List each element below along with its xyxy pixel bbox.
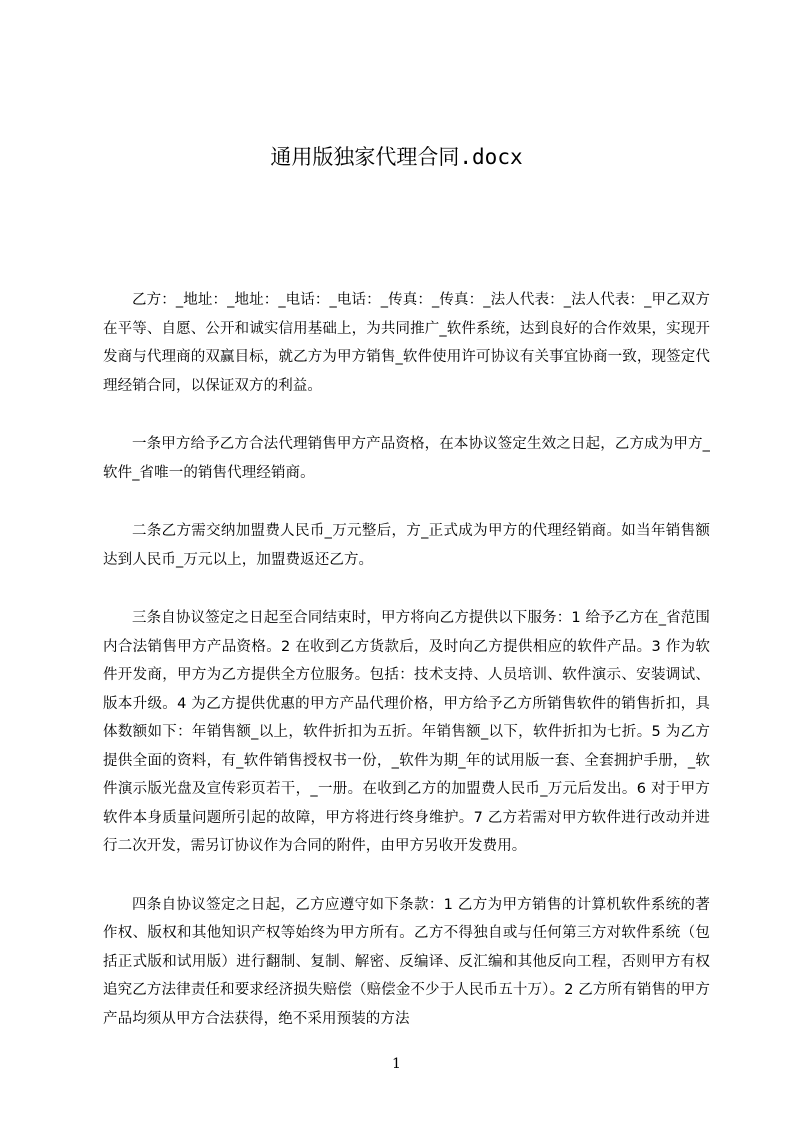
document-title: 通用版独家代理合同.docx bbox=[270, 145, 523, 169]
paragraph-article-3: 三条自协议签定之日起至合同结束时，甲方将向乙方提供以下服务：1 给予乙方在_省范围内合法销售甲方产品资格。2 在收到乙方货款后，及时向乙方提供相应的软件产品。3 作为软件开发商，甲方为乙方提供全方位服务。包括：技术支持、人员培训、软件演示、安装调试、版本升级。4 为乙方提供优惠的甲方产品代理价格，甲方给予乙方所销售软件的销售折扣，具体数额如下：年销售额_以上，软件折扣为五折。年销售额_以下，软件折扣为七折。5 为乙方提供全面的资料，有_软件销售授权书一份，_软件为期_年的试用版一套、全套拥护手册，_软件演示版光盘及宣传彩页若干，_一册。在收到乙方的加盟费人民币_万元后发出。6 对于甲方软件本身质量问题所引起的故障，甲方将进行终身维护。7 乙方若需对甲方软件进行改动并进行二次开发，需另订协议作为合同的附件，由甲方另收开发费用。 bbox=[103, 610, 710, 854]
page-number: 1 bbox=[392, 1056, 401, 1072]
paragraph-article-2: 二条乙方需交纳加盟费人民币_万元整后，方_正式成为甲方的代理经销商。如当年销售额达到人民币_万元以上，加盟费返还乙方。 bbox=[103, 523, 710, 568]
paragraph-article-1: 一条甲方给予乙方合法代理销售甲方产品资格，在本协议签定生效之日起，乙方成为甲方_软件_省唯一的销售代理经销商。 bbox=[103, 436, 710, 481]
document-body bbox=[103, 286, 710, 1063]
paragraph-article-4: 四条自协议签定之日起，乙方应遵守如下条款：1 乙方为甲方销售的计算机软件系统的著作权、版权和其他知识产权等始终为甲方所有。乙方不得独自或与任何第三方对软件系统（包括正式版和试用版）进行翻制、复制、解密、反编译、反汇编和其他反向工程，否则甲方有权追究乙方法律责任和要求经济损失赔偿（赔偿金不少于人民币五十万）。2 乙方所有销售的甲方产品均须从甲方合法获得，绝不采用预装的方法 bbox=[103, 896, 710, 1027]
paragraph-preamble: 乙方：_地址：_地址：_电话：_电话：_传真：_传真：_法人代表：_法人代表：_甲乙双方在平等、自愿、公开和诚实信用基础上，为共同推广_软件系统，达到良好的合作效果，实现开发商与代理商的双赢目标，就乙方为甲方销售_软件使用许可协议有关事宜协商一致，现签定代理经销合同，以保证双方的利益。 bbox=[103, 292, 710, 394]
